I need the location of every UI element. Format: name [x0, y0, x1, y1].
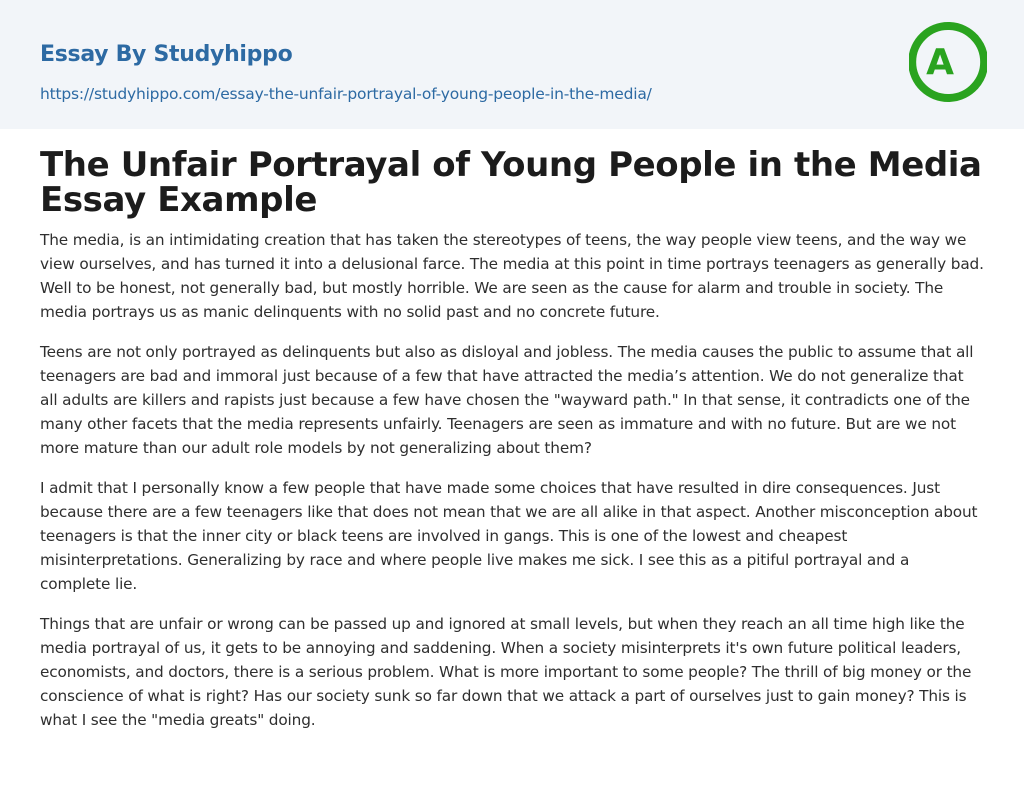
essay-paragraph: Things that are unfair or wrong can be passed up and ignored at small levels, but when they reach an all time high like the media portrayal of us, it gets to be annoying and saddening. When a society misinterprets it's own future political leaders, economists, and doctors, there is a serious problem. What is more important to some people? The thrill of big money or the conscience of what is right? Has our society sunk so far down that we attack a part of ourselves just to gain money? This is what I see the "media greats" doing.: [40, 615, 972, 729]
logo-letter: A: [926, 42, 954, 83]
site-brand[interactable]: Essay By Studyhippo: [40, 42, 293, 67]
essay-paragraph: I admit that I personally know a few people that have made some choices that have resulted in dire consequences. Just because there are a few teenagers like that does not mean that we are all alike in that aspect. Another misconception about teenagers is that the inner city or black teens are involved in gangs. This is one of the lowest and cheapest misinterpretations. Generalizing by race and where people live makes me sick. I see this as a pitiful portrayal and a complete lie.: [40, 479, 978, 593]
essay-body: [40, 228, 984, 748]
essay-url-link[interactable]: https://studyhippo.com/essay-the-unfair-portrayal-of-young-people-in-the-media/: [40, 85, 652, 103]
studyhippo-logo-icon[interactable]: [909, 18, 987, 106]
essay-title: The Unfair Portrayal of Young People in the Media Essay Example: [40, 145, 982, 220]
site-header: [0, 0, 1024, 129]
essay-paragraph: Teens are not only portrayed as delinquents but also as disloyal and jobless. The media causes the public to assume that all teenagers are bad and immoral just because of a few that have attracted the media’s attention. We do not generalize that all adults are killers and rapists just because a few have chosen the "wayward path." In that sense, it contradicts one of the many other facets that the media represents unfairly. Teenagers are seen as immature and with no future. But are we not more mature than our adult role models by not generalizing about them?: [40, 343, 974, 457]
essay-paragraph: The media, is an intimidating creation that has taken the stereotypes of teens, the way people view teens, and the way we view ourselves, and has turned it into a delusional farce. The media at this point in time portrays teenagers as generally bad. Well to be honest, not generally bad, but mostly horrible. We are seen as the cause for alarm and trouble in society. The media portrays us as manic delinquents with no solid past and no concrete future.: [40, 231, 984, 321]
